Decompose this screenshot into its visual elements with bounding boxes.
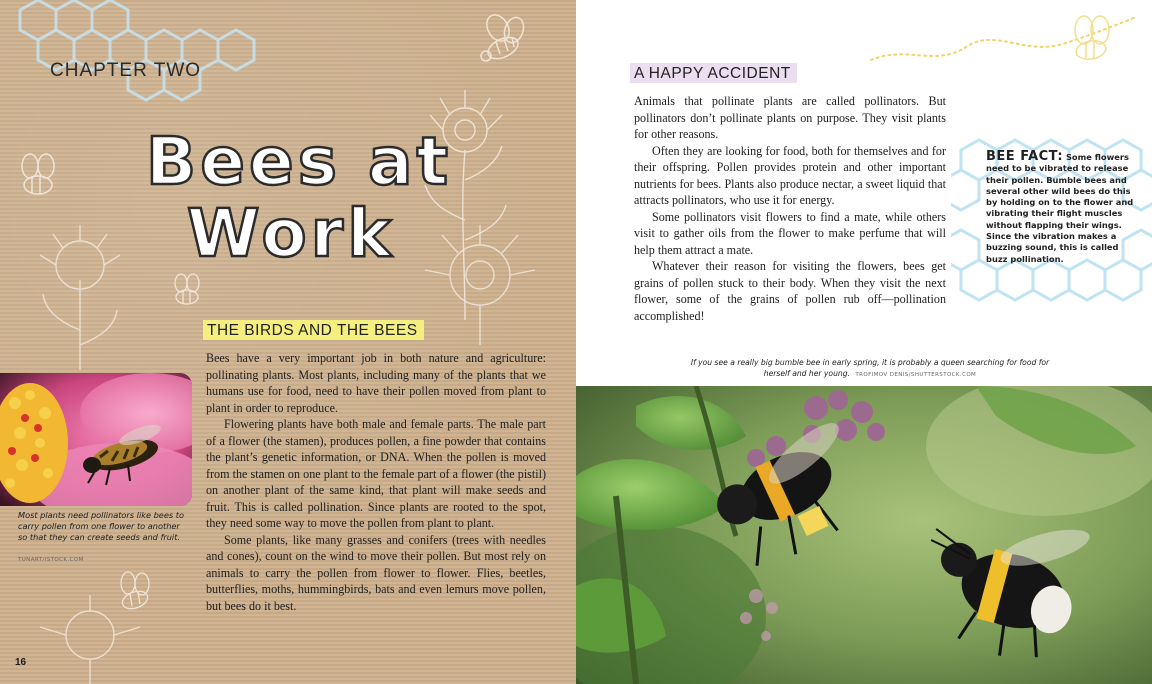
chapter-label: CHAPTER TWO bbox=[50, 60, 202, 81]
body-paragraph: Some plants, like many grasses and conifers (trees with needles and cones), count on the wind to move their pollen. But most rely on animals to carry the pollen from flower to flower. Flies, beetles, butterflies, moths, hummingbirds, bats and even lemurs move pollen, but bees do it best. bbox=[206, 532, 546, 613]
bee-on-flower-image bbox=[0, 373, 192, 506]
body-paragraph: Some pollinators visit flowers to find a mate, while others visit to gather oils from the flower to make perfume that will help them attract a mate. bbox=[634, 209, 946, 257]
body-paragraph: Whatever their reason for visiting the flowers, bees get grains of pollen stuck to their body. When they visit the next flower, some of the grains of pollen rub off—pollination accomplished! bbox=[634, 259, 946, 323]
flower-illustration-icon bbox=[30, 595, 150, 684]
title-line-2: Work bbox=[186, 195, 396, 272]
dotted-flight-path-icon bbox=[866, 5, 1152, 75]
bee-photo-caption bbox=[690, 357, 1050, 381]
page-number: 16 bbox=[15, 657, 27, 668]
right-page bbox=[576, 0, 1152, 684]
body-paragraph: Flowering plants have both male and female parts. The male part of a flower (the stamen), produces pollen, a fine powder that contains the plant’s genetic information, or DNA. When the pollen is moved from the stamen on one plant to the female part of a flower (the pistil) on another plant of the same kind, that plant will make seeds and fruit. This is called pollination. Since plants are rooted to the spot, they need some way to move the pollen from plant to plant. bbox=[206, 417, 546, 530]
bumble-bee-photo bbox=[576, 386, 1152, 684]
left-body-text bbox=[206, 350, 546, 614]
page-title bbox=[0, 123, 576, 272]
bee-illustration-icon bbox=[1056, 10, 1126, 70]
bee-illustration-icon bbox=[108, 570, 163, 620]
bee-illustration-icon bbox=[468, 10, 538, 70]
title-line-1: Bees at bbox=[145, 123, 453, 200]
bumble-bees-image bbox=[576, 386, 1152, 684]
bee-fact-text: Some flowers need to be vibrated to release their pollen. Bumble bees and several other wild bees do this by holding on to the flower and vibrating their flight muscles without flapping their wings. Since the vibration makes a buzzing sound, this is called buzz pollination. bbox=[986, 152, 1134, 264]
left-photo-credit: TUNART/ISTOCK.COM bbox=[18, 557, 84, 563]
right-body-text bbox=[634, 93, 946, 324]
body-paragraph: Bees have a very important job in both nature and agriculture: pollinating plants. Most plants, including many of the plants that we humans use for food, need to have their pollen moved from plant to plant in order to reproduce. bbox=[206, 351, 546, 415]
bee-photo-caption-text: If you see a really big bumble bee in early spring, it is probably a queen searching for food for herself and her young. bbox=[690, 358, 1050, 378]
section-heading-birds-and-bees: THE BIRDS AND THE BEES bbox=[203, 320, 424, 340]
section-heading-happy-accident: A HAPPY ACCIDENT bbox=[630, 63, 797, 83]
left-photo-caption: Most plants need pollinators like bees to carry pollen from one flower to another so that they can create seeds and fruit. bbox=[18, 510, 184, 542]
bee-fact-box bbox=[986, 151, 1134, 265]
flower-photo bbox=[0, 373, 192, 506]
bee-illustration-icon bbox=[165, 272, 210, 312]
bee-fact-heading: BEE FACT: bbox=[986, 149, 1064, 164]
body-paragraph: Often they are looking for food, both for themselves and for their offspring. Pollen provides protein and other important nutrients for bees. Plants also produce nectar, a sweet liquid that attracts pollinators, who use it for energy. bbox=[634, 143, 946, 207]
bee-photo-credit: TROFIMOV DENIS/SHUTTERSTOCK.COM bbox=[855, 372, 977, 378]
honeycomb-pattern-icon bbox=[0, 0, 270, 110]
body-paragraph: Animals that pollinate plants are called pollinators. But pollinators don’t pollinate plants on purpose. They visit plants for other reasons. bbox=[634, 94, 946, 141]
